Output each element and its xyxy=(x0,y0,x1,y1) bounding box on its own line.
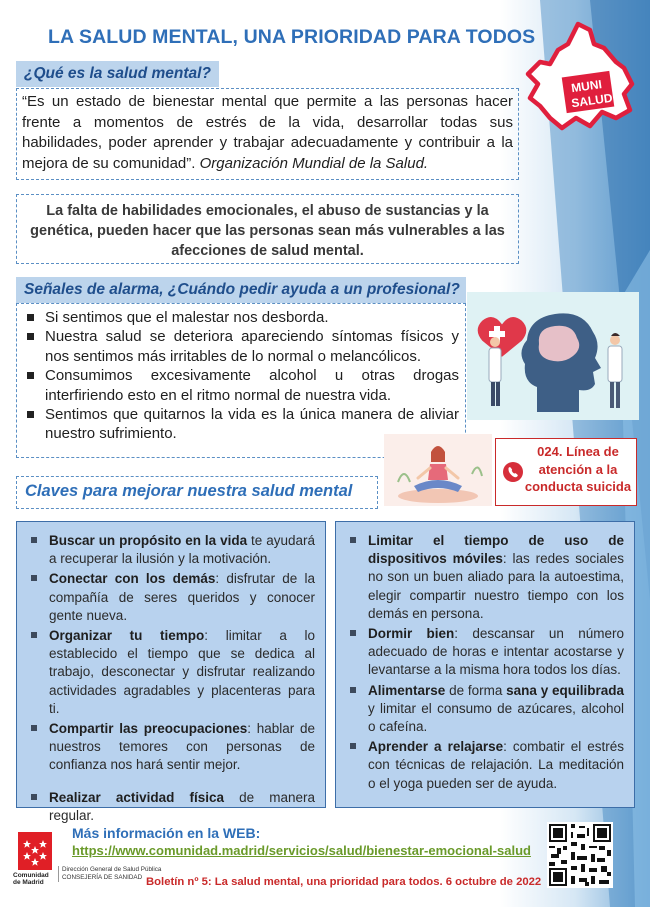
list-item: Nuestra salud se deteriora apareciendo síntomas físicos y nos sentimos más irritables de lo normal o melancólicos. xyxy=(23,327,459,366)
comunidad-madrid-name xyxy=(13,872,53,886)
list-item xyxy=(27,627,315,718)
list-item-text: : hablar de nuestros temores con personas de confianza nos hará sentir mejor. xyxy=(49,721,316,773)
brain-illustration xyxy=(467,292,639,420)
list-item xyxy=(27,532,315,568)
list-item-text: : descansar un número adecuado de horas e intentar acostarse y levantarse a la misma hora todos los días. xyxy=(368,626,624,678)
definition-box xyxy=(16,88,519,180)
section-heading-alarm: Señales de alarma, ¿Cuándo pedir ayuda a un profesional? xyxy=(16,277,466,303)
section-heading-what-is: ¿Qué es la salud mental? xyxy=(16,61,219,87)
definition-source: Organización Mundial de la Salud. xyxy=(199,154,429,172)
list-item-text: : limitar a lo establecido el tiempo que se dedica al trabajo, desconectar y disfrutar realizando actividades agradables y placenteras para ti. xyxy=(49,628,315,716)
list-item-bold: Limitar el tiempo de uso de dispositivos móviles xyxy=(368,533,624,567)
logo-name-line: de Madrid xyxy=(13,879,44,886)
definition-quote: “Es un estado de bienestar mental que permite a las personas hacer frente a momentos de estrés de la vida, desarrollar todas sus habilidades, poder aprender y trabajar adecuadamente y contribuir a la mejora de su comunidad”. xyxy=(22,93,513,172)
logo-text-2: SALUD xyxy=(570,90,614,111)
list-item-text: : combatir el estrés con técnicas de relajación. La meditación o el yoga pueden ser de ayuda. xyxy=(368,739,624,791)
list-item-bold: Buscar un propósito en la vida xyxy=(49,533,248,548)
list-item-text: de forma xyxy=(445,682,507,698)
muni-salud-logo xyxy=(520,18,640,134)
list-item-bold: Dormir bien xyxy=(368,626,455,642)
list-item: Sentimos que quitarnos la vida es la única manera de aliviar nuestro sufrimiento. xyxy=(23,405,459,444)
list-item-text: : las redes sociales no son un buen aliado para la autoestima, elegir compartir nuestro tiempo con los demás en persona. xyxy=(368,551,624,621)
bulletin-caption: Boletín nº 5: La salud mental, una prioridad para todos. 6 octubre de 2022 xyxy=(146,876,542,888)
list-item-bold: Conectar con los demás xyxy=(49,571,216,587)
more-info-label: Más información en la WEB: xyxy=(72,825,261,841)
more-info-link[interactable]: https://www.comunidad.madrid/servicios/salud/bienestar-emocional-salud xyxy=(72,843,531,858)
hotline-text: 024. Línea de atención a la conducta suicida xyxy=(524,444,632,494)
list-item-bold: sana y equilibrada xyxy=(506,682,625,698)
list-item: Consumimos excesivamente alcohol u otras drogas interfiriendo esto en el ritmo normal de nuestra vida. xyxy=(23,366,459,405)
list-item-bold: Compartir las preocupaciones xyxy=(49,721,248,737)
list-item xyxy=(346,625,624,680)
list-item xyxy=(346,532,624,623)
list-item xyxy=(346,682,624,737)
list-item xyxy=(27,570,315,625)
directorate-line: Dirección General de Salud Pública xyxy=(62,866,162,873)
logo-name-line: Comunidad xyxy=(13,872,49,879)
qr-code[interactable] xyxy=(547,822,613,888)
yoga-illustration xyxy=(384,434,492,506)
list-item-bold: Organizar tu tiempo xyxy=(49,628,205,644)
list-item xyxy=(346,738,624,793)
section-heading-keys: Claves para mejorar nuestra salud mental xyxy=(16,476,378,509)
list-item-bold: Realizar actividad física xyxy=(49,789,225,805)
logo-text-1: MUNI xyxy=(570,77,603,96)
risk-factors-box: La falta de habilidades emocionales, el abuso de sustancias y la genética, pueden hacer que las personas sean más vulnerables a las afecciones de salud mental. xyxy=(16,194,519,264)
list-item xyxy=(27,789,315,825)
list-item-bold: Aprender a relajarse xyxy=(368,739,504,755)
list-item-text: te ayudará a recuperar la ilusión y la motivación. xyxy=(49,533,316,567)
page-title: LA SALUD MENTAL, UNA PRIORIDAD PARA TODOS xyxy=(48,26,536,48)
list-item: Si sentimos que el malestar nos desborda. xyxy=(23,308,459,327)
keys-right-column xyxy=(335,521,635,808)
keys-left-column xyxy=(16,521,326,823)
directorate-line: CONSEJERÍA DE SANIDAD xyxy=(62,874,143,881)
list-item-text: y limitar el consumo de azúcares, alcohol o cafeína. xyxy=(368,700,624,735)
list-item-text: : disfrutar de la compañía de seres queridos y conocer gente nueva. xyxy=(49,571,315,623)
list-item-text: de manera regular. xyxy=(49,789,315,823)
phone-icon xyxy=(502,461,524,483)
list-item xyxy=(27,720,315,775)
hotline-box xyxy=(495,438,637,506)
list-item-bold: Alimentarse xyxy=(368,682,446,698)
